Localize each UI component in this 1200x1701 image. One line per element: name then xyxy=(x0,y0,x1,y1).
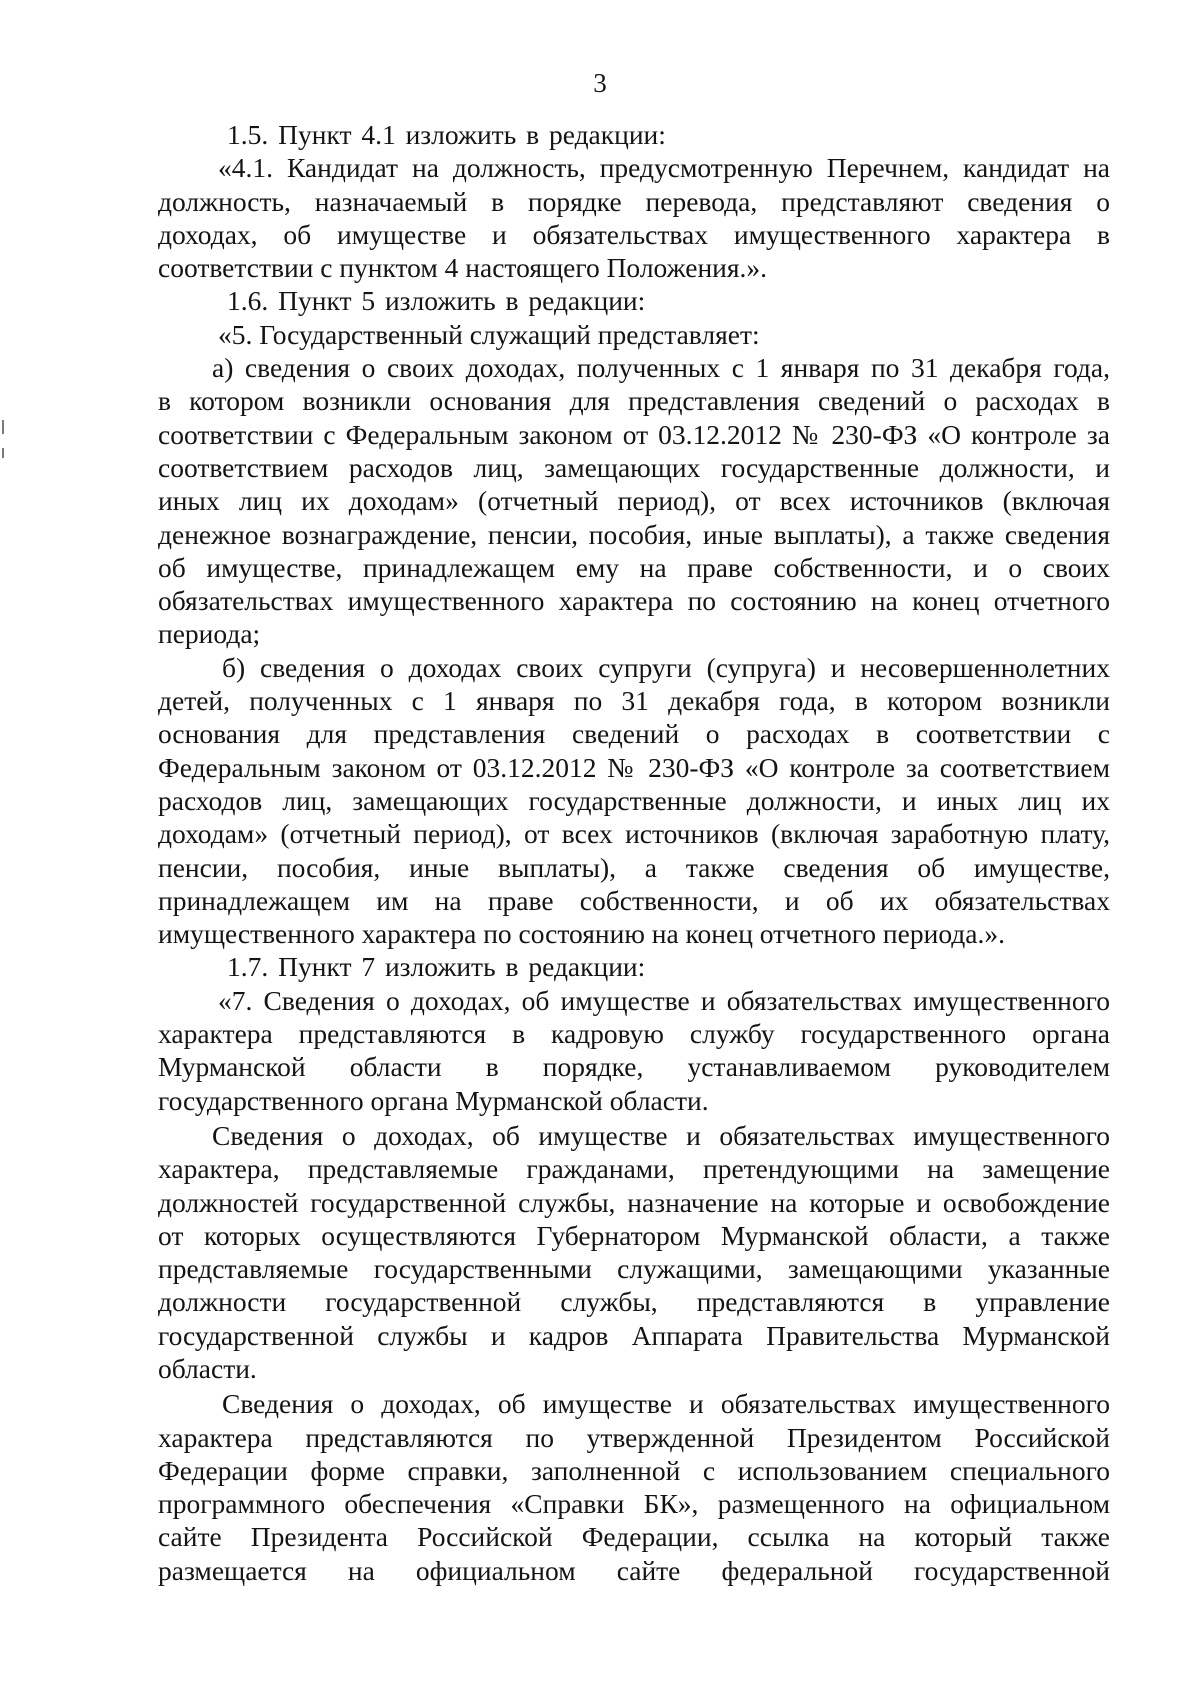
text-line: принадлежащем им на праве собственности, и об их обязательствах xyxy=(158,884,1110,916)
text-line: «7. Сведения о доходах, об имуществе и обязательствах имущественного xyxy=(218,984,1110,1016)
text-line: должности государственной службы, представляются в управление xyxy=(158,1286,1110,1318)
text-line: представляемые государственными служащими, замещающими указанные xyxy=(158,1253,1110,1285)
text-line: Федеральным законом от 03.12.2012 № 230-ФЗ «О контроле за соответствием xyxy=(158,751,1110,783)
text-line: денежное вознаграждение, пенсии, пособия, иные выплаты), а также сведения xyxy=(158,518,1110,550)
text-line: Мурманской области в порядке, устанавливаемом руководителем xyxy=(158,1051,1110,1083)
text-line: в котором возникли основания для представления сведений о расходах в xyxy=(158,385,1110,417)
text-line: а) сведения о своих доходах, полученных с 1 января по 31 декабря года, xyxy=(212,352,1110,384)
text-line: «5. Государственный служащий представляет: xyxy=(218,318,760,350)
document-body xyxy=(158,118,1110,1587)
text-line: Федерации форме справки, заполненной с использованием специального xyxy=(158,1454,1110,1486)
text-line: Сведения о доходах, об имуществе и обязательствах имущественного xyxy=(222,1388,1110,1420)
scan-edge-mark xyxy=(2,420,4,434)
text-line: должность, назначаемый в порядке перевода, представляют сведения о xyxy=(158,185,1110,217)
text-line: 1.7. Пункт 7 изложить в редакции: xyxy=(227,951,646,983)
scan-edge-mark xyxy=(2,448,4,458)
text-line: об имуществе, принадлежащем ему на праве собственности, и о своих xyxy=(158,551,1110,583)
text-line: соответствии с пунктом 4 настоящего Положения.». xyxy=(158,252,768,284)
text-line: сайте Президента Российской Федерации, ссылка на который также xyxy=(158,1521,1110,1553)
text-line: доходах, об имуществе и обязательствах имущественного характера в xyxy=(158,218,1110,250)
text-line: программного обеспечения «Справки БК», размещенного на официальном xyxy=(158,1488,1110,1520)
text-line: Сведения о доходах, об имуществе и обязательствах имущественного xyxy=(212,1119,1110,1151)
text-line: детей, полученных с 1 января по 31 декабря года, в котором возникли xyxy=(158,685,1110,717)
text-line: от которых осуществляются Губернатором Мурманской области, а также xyxy=(158,1219,1110,1251)
text-line: б) сведения о доходах своих супруги (супруга) и несовершеннолетних xyxy=(222,651,1110,683)
text-line: соответствии с Федеральным законом от 03.12.2012 № 230-ФЗ «О контроле за xyxy=(158,418,1110,450)
text-line: обязательствах имущественного характера по состоянию на конец отчетного xyxy=(158,585,1110,617)
text-line: характера представляются в кадровую службу государственного органа xyxy=(158,1018,1110,1050)
text-line: «4.1. Кандидат на должность, предусмотренную Перечнем, кандидат на xyxy=(218,152,1110,184)
text-line: 1.6. Пункт 5 изложить в редакции: xyxy=(227,285,646,317)
text-line: расходов лиц, замещающих государственные должности, и иных лиц их xyxy=(158,784,1110,816)
text-line: 1.5. Пункт 4.1 изложить в редакции: xyxy=(227,119,666,150)
text-line: характера, представляемые гражданами, претендующими на замещение xyxy=(158,1153,1110,1185)
page-number: 3 xyxy=(593,68,607,98)
text-line: соответствием расходов лиц, замещающих государственные должности, и xyxy=(158,451,1110,483)
text-line: имущественного характера по состоянию на конец отчетного периода.». xyxy=(158,918,1005,950)
text-line: размещается на официальном сайте федеральной государственной xyxy=(158,1554,1110,1586)
text-line: государственного органа Мурманской области. xyxy=(158,1084,709,1116)
text-line: должностей государственной службы, назначение на которые и освобождение xyxy=(158,1186,1110,1218)
text-line: основания для представления сведений о расходах в соответствии с xyxy=(158,718,1110,750)
text-line: пенсии, пособия, иные выплаты), а также сведения об имуществе, xyxy=(158,851,1110,883)
text-line: государственной службы и кадров Аппарата Правительства Мурманской xyxy=(158,1319,1110,1351)
text-line: области. xyxy=(158,1352,257,1384)
text-line: доходам» (отчетный период), от всех источников (включая заработную плату, xyxy=(158,818,1110,850)
text-line: иных лиц их доходам» (отчетный период), от всех источников (включая xyxy=(158,485,1110,517)
text-line: характера представляются по утвержденной Президентом Российской xyxy=(158,1421,1110,1453)
text-line: периода; xyxy=(158,618,261,650)
